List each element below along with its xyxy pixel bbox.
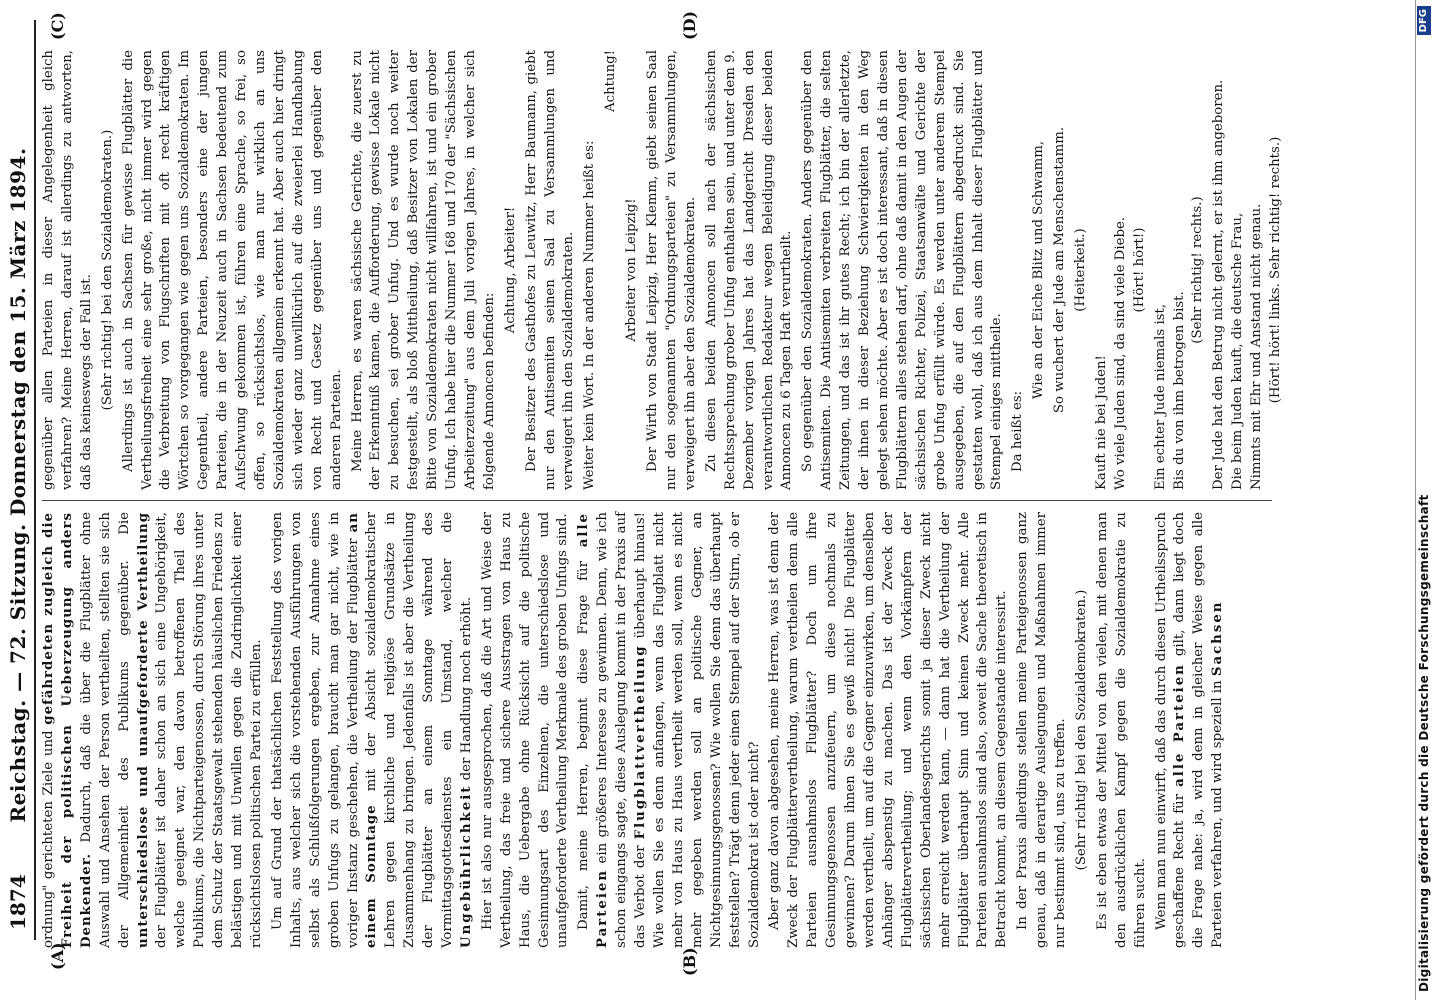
paragraph: Da heißt es: (1010, 390, 1026, 472)
quote-heading: Achtung! (603, 50, 619, 112)
paragraph: Wenn man nun einwirft, daß das durch diesen Urtheilsspruch geschaffene Recht für alle Parteien gilt, dann liegt doch die Frage nahe: ja, wird denn in gleicher Weise gegen alle Parteien verfahren, und wird speziell in Sachsen (1153, 512, 1226, 948)
reaction: (Sehr richtig! rechts.) (1190, 196, 1206, 344)
margin-marker-c: (C) (48, 12, 67, 40)
paragraph: Hier ist also nur ausgesprochen, daß die Art und Weise der Vertheilung, das freie und sichere Ausstragen von Haus zu Haus, die Uebergabe ohne Rücksicht auf die politische Gesinnungsart des Einzelnen, die unterschiedslose und unaufgeforderte Vertheilung Merkmale des groben Unfugs sind. (479, 512, 571, 948)
paragraph: So gegenüber den Sozialdemokraten. Anders gegenüber den Antisemiten. Die Antisemiten verbreiten Flugblätter, die selten Zeitungen, und das ist ihr gutes Recht; ich bin der allerletzte, der ihnen in dieser Beziehung Schwierigkeiten in den Weg gelegt sehen möchte. Aber es ist doch interessant, daß in diesen Flugblättern alles stehen darf, ohne daß damit in den Augen der sächsischen Richter, Polizei, Staatsanwälte und Gerichte der grobe Unfug erfüllt würde. Es werden unter anderem Stempel ausgegeben, die auf den Flugblättern abgedruckt sind. Sie gestatten wohl, daß ich aus dem Inhalt dieser Flugblätter und Stempel einiges mittheile. (800, 50, 1005, 490)
left-column (40, 512, 1270, 948)
quote-heading: Achtung, Arbeiter! (502, 206, 518, 334)
reaction: (Sehr richtig! bei den Sozialdemokraten.) (1073, 589, 1089, 871)
quote: Der Wirth von Stadt Leipzig, Herr Klemm, giebt seinen Saal nur den sogenannten "Ordnungsparteien" zu Versammlungen, verweigert ihn aber den Sozialdemokraten. (645, 50, 698, 490)
verse-line: Wie an der Eiche Blitz und Schwamm, (1031, 140, 1047, 400)
verse-line: Der Jude hat den Betrug nicht gelernt, er ist ihm angeboren. (1211, 79, 1227, 490)
paragraph: Meine Herren, es waren sächsische Gerichte, die zuerst zu der Erkenntniß kamen, die Aufforderung, gewisse Lokale nicht zu besuchen, sei grober Unfug. Und es wurde noch weiter festgestellt, als bloß Mittheilung, daß Besitzer von Lokalen der Bitte von Sozialdemokraten nicht willfahren, ist und ein grober Unfug. Ich habe hier die Nummer 168 und 170 der "Sächsischen Arbeiterzeitung" aus dem Juli vorigen Jahres, in welcher sich folgende Annoncen befinden: (349, 50, 497, 490)
verse-line: Die beim Juden kauft, die deutsche Frau, (1230, 212, 1246, 490)
paragraph: gegenüber allen Parteien in dieser Angelegenheit gleich verfahren? Meine Herren, darauf ist allerdings zu antworten, daß das keineswegs der Fall ist. (41, 50, 94, 490)
reaction: (Heiterkeit.) (1073, 228, 1089, 312)
margin-marker-a: (A) (48, 942, 67, 970)
header-rule (34, 20, 36, 940)
verse-line: Bis du von ihm betrogen bist. (1171, 291, 1187, 490)
verse-line: Ein echter Jude niemals ist, (1152, 303, 1168, 490)
paragraph: In der Praxis allerdings stellen meine Parteigenossen ganz genau, daß in derartige Auslegungen und Maßnahmen immer nur bestimmt sind, uns zu treffen. (1015, 512, 1069, 948)
reaction: (Hört! hört! links. Sehr richtig! rechts.) (1268, 136, 1284, 404)
quote-heading: Arbeiter von Leipzig! (624, 198, 640, 342)
paragraph: Damit, meine Herren, beginnt diese Frage für alle Parteien ein größeres Interesse zu gewinnen. Denn, wie ich schon eingangs sagte, diese Auslegung kommt in der Praxis auf das Verbot der Flugblattvertheilung überhaupt hinaus! Wie wollen Sie es denn anfangen, wenn das Flugblatt nicht mehr von Haus zu Haus vertheilt werden soll, wenn es nicht mehr gegeben werden soll an politische Gegner, an Nichtgesinnungsgenossen? Wie wollen Sie denn das überhaupt feststellen? Trägt denn jeder einen Stempel auf der Stirn, ob er Sozialdemokrat ist oder nicht? (576, 512, 762, 948)
reaction: (Sehr richtig! bei den Sozialdemokraten.) (99, 129, 115, 411)
paragraph: Um auf Grund der thatsächlichen Feststellung des vorigen Inhalts, aus welcher sich die vorstehenden Ausführungen von selbst als Schlußfolgerungen ergeben, zur Annahme eines groben Unfugs zu gelangen, braucht man gar nicht, wie in voriger Instanz geschehen, die Vertheilung der Flugblätter an einem Sonntage mit der Absicht sozialdemokratischer Lehren gegen kirchliche und religiöse Grundsätze in Zusammenhang zu bringen. Jedenfalls ist aber die Vertheilung der Flugblätter an einem Sonntage während des Vormittagsgottesdienstes ein Umstand, welcher die Ungebührlichkeit der Handlung noch erhöht. (269, 512, 474, 948)
paragraph: Allerdings ist auch in Sachsen für gewisse Flugblätter die Vertheilungsfreiheit eine sehr große, nicht immer wird gegen die Verbreitung von Flugschriften mit oft recht kräftigen Wörtchen so vorgegangen wie gegen uns Sozialdemokraten. Im Gegentheil, andere Parteien, besonders eine der jungen Parteien, die in der Neuzeit auch in Sachsen bedeutend zum Aufschwung gekommen ist, führen eine Sprache, so frei, so offen, so rücksichtslos, wie man nur wirklich an uns Sozialdemokraten allgemein erkennt hat. Aber auch hier dringt sich wieder ganz unwillkürlich auf die zweierlei Handhabung von Recht und Gesetz gegenüber uns und gegenüber den anderen Parteien. (120, 50, 344, 490)
running-title: Reichstag. — 72. Sitzung. Donnerstag den 15. März 1894. (6, 147, 30, 823)
paragraph: Weiter kein Wort. In der anderen Nummer heißt es: (582, 140, 598, 490)
paragraph: Es ist eben etwas der Mittel von den vielen, mit denen man den ausdrücklichen Kampf gegen die Sozialdemokratie zu führen sucht. (1094, 512, 1148, 948)
page-number: 1874 (6, 874, 30, 930)
verse-line: So wuchert der Jude am Menschenstamm. (1052, 126, 1068, 414)
paragraph: Aber ganz davon abgesehen, meine Herren, was ist denn der Zweck der Flugblättervertheilung, warum vertheilen denn alle Parteien ausnahmslos Flugblätter? Doch um ihre Gesinnungsgenossen anzufeuern, um diese nochmals zu gewinnen? Darum ihnen Sie es gewiß nicht! Die Flugblätter werden vertheilt, um auf die Gegner einzuwirken, um denselben Anhänger abspenstig zu machen. Das ist der Zweck der Flugblättervertheilung; und wenn den Vorkämpfern der sächsischen Oberlandesgerichts somit ja dieser Zweck nicht mehr erreicht werden kann, — dann hat die Vertheilung der Flugblätter überhaupt Sinn und keinen Zweck mehr. Alle Parteien ausnahmslos sind also, soweit die Sache theoretisch in Betracht kommt, an diesem Gegenstande interessirt. (767, 512, 1010, 948)
verse-line: Wo viele Juden sind, da sind viele Diebe. (1112, 216, 1128, 490)
column-divider (42, 500, 1272, 501)
verse-line: Nimmts mit Ehr und Anstand nicht genau. (1249, 203, 1265, 490)
funding-notice: Digitalisierung gefördert durch die Deutsche Forschungsgemeinschaft (1417, 494, 1431, 992)
verse-line: Kauft nie bei Juden! (1093, 355, 1109, 490)
right-column (40, 50, 1284, 490)
digitization-footer (1415, 0, 1433, 1000)
dfg-logo: DFG (1417, 6, 1431, 35)
paragraph: ordnung" gerichteten Ziele und gefährdeten zugleich die Freiheit der politischen Ueberzeugung anders Denkender. Dadurch, daß die über die Flugblätter ohne Auswahl und Ansehen der Person vertheilten, stellten sie sich der Allgemeinheit des Publikums gegenüber. Die unterschiedslose und unaufgeforderte Vertheilung der Flugblätter ist daher schon an sich eine Ungehörigkeit, welche geeignet war, den davon betroffenen Theil des Publikums, die Nichtparteigenossen, durch Störung ihres unter dem Schutz der Staatsgewalt stehenden häuslichen Friedens zu belästigen und mit Unwillen gegen die Zudringlichkeit einer rücksichtslosen politischen Partei zu erfüllen. (41, 512, 264, 948)
margin-marker-b: (B) (680, 947, 699, 976)
reaction: (Hört! hört!) (1131, 227, 1147, 313)
paragraph: Zu diesen beiden Annoncen soll nach der sächsischen Rechtssprechung grober Unfug enthalten sein, und unter dem 9. Dezember vorigen Jahres hat das Landgericht Dresden den verantwortlichen Redakteur wegen Beleidigung dieser beiden Annoncen zu 6 Tagen Haft verurtheilt. (703, 50, 795, 490)
quote: Der Besitzer des Gasthofes zu Leuwitz, Herr Baumann, giebt nur den Antisemiten seinen Saal zu Versammlungen und verweigert ihn den Sozialdemokraten. (523, 50, 577, 490)
page-header (6, 20, 30, 950)
margin-marker-d: (D) (680, 10, 699, 40)
